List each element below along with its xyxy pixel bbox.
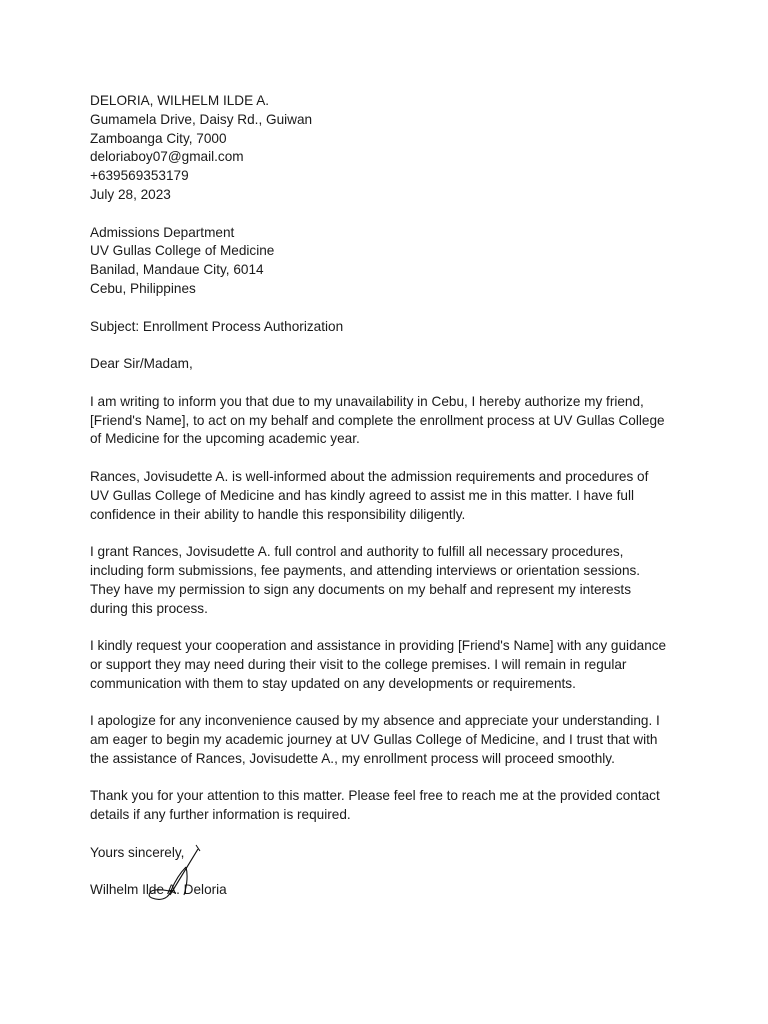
- paragraph-line: Rances, Jovisudette A. is well-informed about the admission requirements and procedures of: [90, 468, 649, 484]
- sender-block: [90, 92, 690, 205]
- letter-page: [90, 92, 690, 900]
- subject-text: Subject: Enrollment Process Authorization: [90, 318, 344, 334]
- recipient-address: Banilad, Mandaue City, 6014: [90, 262, 264, 278]
- paragraph-line: confidence in their ability to handle this responsibility diligently.: [90, 506, 466, 522]
- paragraph-line: UV Gullas College of Medicine and has kindly agreed to assist me in this matter. I have full: [90, 487, 635, 503]
- signature-name: Wilhelm Ilde A. Deloria: [90, 882, 227, 898]
- closing-text: Yours sincerely,: [90, 844, 185, 860]
- signature-name-wrap: [90, 881, 227, 900]
- recipient-institution: UV Gullas College of Medicine: [90, 243, 275, 259]
- body-paragraph-4: [90, 637, 690, 693]
- recipient-department: Admissions Department: [90, 224, 235, 240]
- body-paragraph-5: [90, 712, 690, 768]
- sender-city: Zamboanga City, 7000: [90, 130, 227, 146]
- paragraph-line: [Friend's Name], to act on my behalf and complete the enrollment process at UV Gullas College: [90, 412, 665, 428]
- letter-date: July 28, 2023: [90, 186, 171, 202]
- letter-body: [90, 393, 690, 825]
- sender-phone: +639569353179: [90, 168, 189, 184]
- paragraph-line: They have my permission to sign any documents on my behalf and represent my interests: [90, 581, 631, 597]
- subject-line: [90, 318, 690, 337]
- signature-block: [90, 881, 690, 900]
- paragraph-line: communication with them to stay updated on any developments or requirements.: [90, 675, 576, 691]
- recipient-block: [90, 224, 690, 299]
- paragraph-line: details if any further information is required.: [90, 807, 351, 823]
- paragraph-line: I apologize for any inconvenience caused by my absence and appreciate your understanding. I: [90, 713, 660, 729]
- paragraph-line: the assistance of Rances, Jovisudette A., my enrollment process will proceed smoothly.: [90, 750, 615, 766]
- handwritten-signature-icon: [140, 843, 210, 903]
- body-paragraph-2: [90, 468, 690, 524]
- paragraph-line: including form submissions, fee payments, and attending interviews or orientation sessions.: [90, 562, 641, 578]
- body-paragraph-1: [90, 393, 690, 449]
- paragraph-line: I grant Rances, Jovisudette A. full control and authority to fulfill all necessary procedures,: [90, 544, 624, 560]
- sender-email: deloriaboy07@gmail.com: [90, 149, 244, 165]
- salutation: [90, 355, 690, 374]
- sender-street: Gumamela Drive, Daisy Rd., Guiwan: [90, 111, 313, 127]
- sender-name: DELORIA, WILHELM ILDE A.: [90, 93, 270, 108]
- paragraph-line: during this process.: [90, 600, 208, 616]
- body-paragraph-3: [90, 543, 690, 618]
- salutation-text: Dear Sir/Madam,: [90, 356, 193, 372]
- paragraph-line: am eager to begin my academic journey at UV Gullas College of Medicine, and I trust that with: [90, 732, 658, 748]
- recipient-country: Cebu, Philippines: [90, 280, 196, 296]
- paragraph-line: I kindly request your cooperation and assistance in providing [Friend's Name] with any guidance: [90, 638, 667, 654]
- paragraph-line: Thank you for your attention to this matter. Please feel free to reach me at the provided contact: [90, 788, 660, 804]
- paragraph-line: of Medicine for the upcoming academic year.: [90, 431, 360, 447]
- body-paragraph-6: [90, 787, 690, 825]
- paragraph-line: I am writing to inform you that due to my unavailability in Cebu, I hereby authorize my friend,: [90, 393, 644, 409]
- paragraph-line: or support they may need during their visit to the college premises. I will remain in regular: [90, 656, 627, 672]
